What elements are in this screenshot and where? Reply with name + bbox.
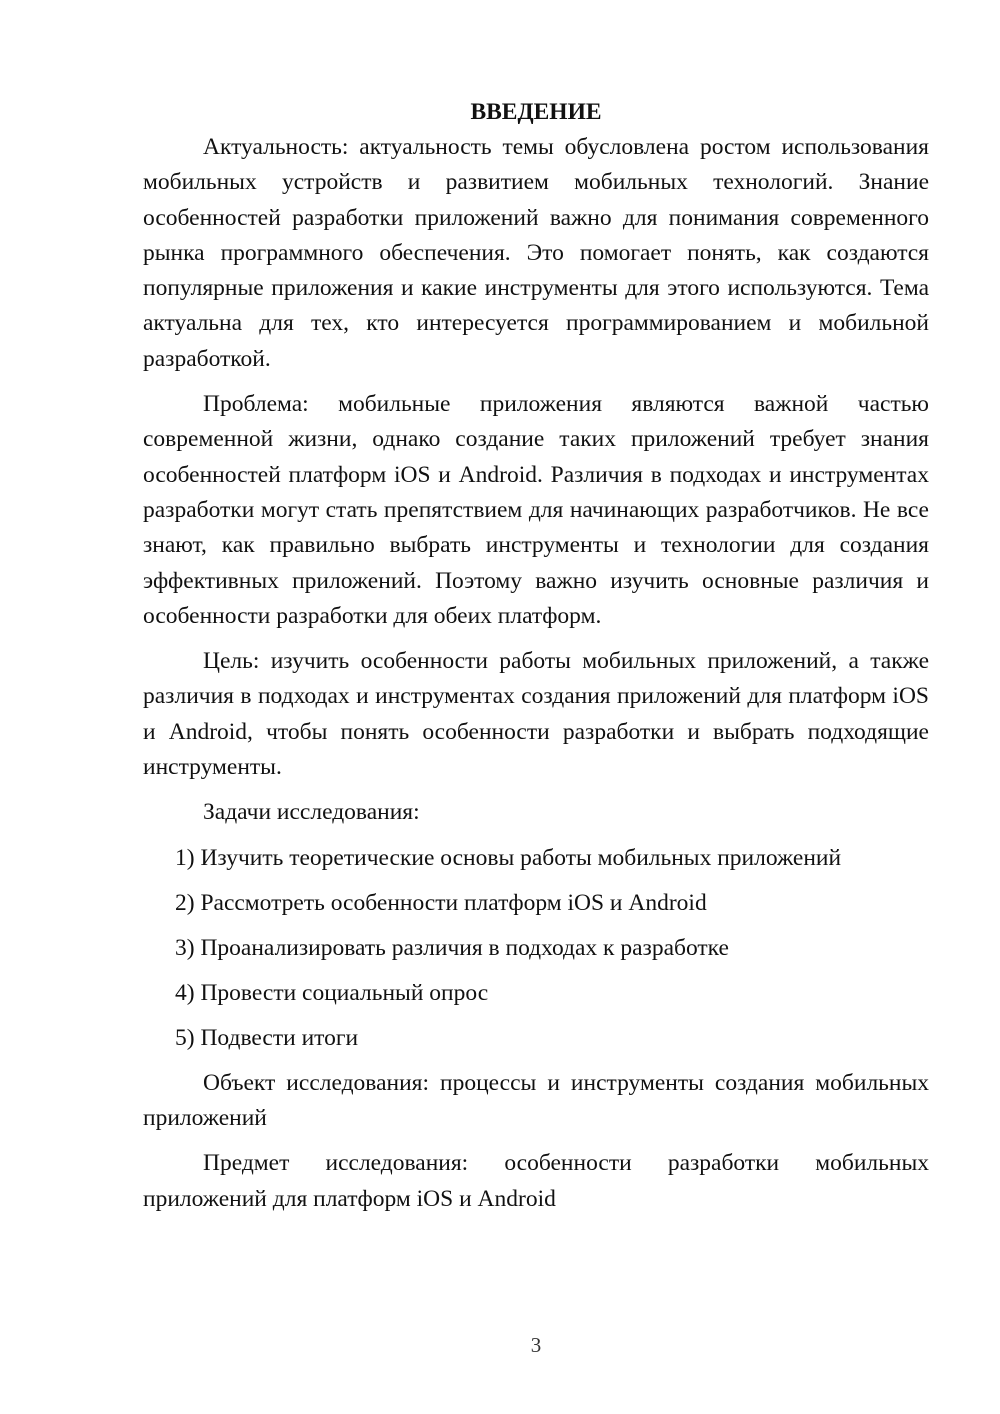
- paragraph-problem: Проблема: мобильные приложения являются важной частью современной жизни, однако создание таких приложений требует знания особенностей платформ iOS и Android. Различия в подходах и инструментах разработки могут стать препятствием для начинающих разработчиков. Не все знают, как правильно выбрать инструменты и технологии для создания эффективных приложений. Поэтому важно изучить основные различия и особенности разработки для обеих платформ.: [143, 391, 929, 629]
- paragraph-goal: Цель: изучить особенности работы мобильных приложений, а также различия в подходах и инструментах создания приложений для платформ iOS и Android, чтобы понять особенности разработки и выбрать подходящие инструменты.: [143, 648, 929, 781]
- list-item: 5) Подвести итоги: [175, 1024, 359, 1051]
- list-item: 2) Рассмотреть особенности платформ iOS и Android: [175, 889, 707, 916]
- page-number: 3: [530, 1333, 542, 1357]
- page-title: ВВЕДЕНИЕ: [470, 99, 602, 125]
- tasks-list: [143, 841, 929, 1056]
- list-item: 4) Провести социальный опрос: [175, 979, 489, 1006]
- paragraph-subject: Предмет исследования: особенности разработки мобильных приложений для платформ iOS и Android: [143, 1150, 929, 1212]
- list-item: 1) Изучить теоретические основы работы мобильных приложений: [175, 844, 842, 871]
- tasks-heading: Задачи исследования:: [203, 799, 420, 826]
- list-item: 3) Проанализировать различия в подходах к разработке: [175, 934, 729, 961]
- page-content: [143, 95, 929, 1217]
- paragraph-object: Объект исследования: процессы и инструменты создания мобильных приложений: [143, 1069, 929, 1131]
- paragraph-relevance: Актуальность: актуальность темы обусловлена ростом использования мобильных устройств и развитием мобильных технологий. Знание особенностей разработки приложений важно для понимания современного рынка программного обеспечения. Это помогает понять, как создаются популярные приложения и какие инструменты для этого используются. Тема актуальна для тех, кто интересуется программированием и мобильной разработкой.: [143, 134, 929, 372]
